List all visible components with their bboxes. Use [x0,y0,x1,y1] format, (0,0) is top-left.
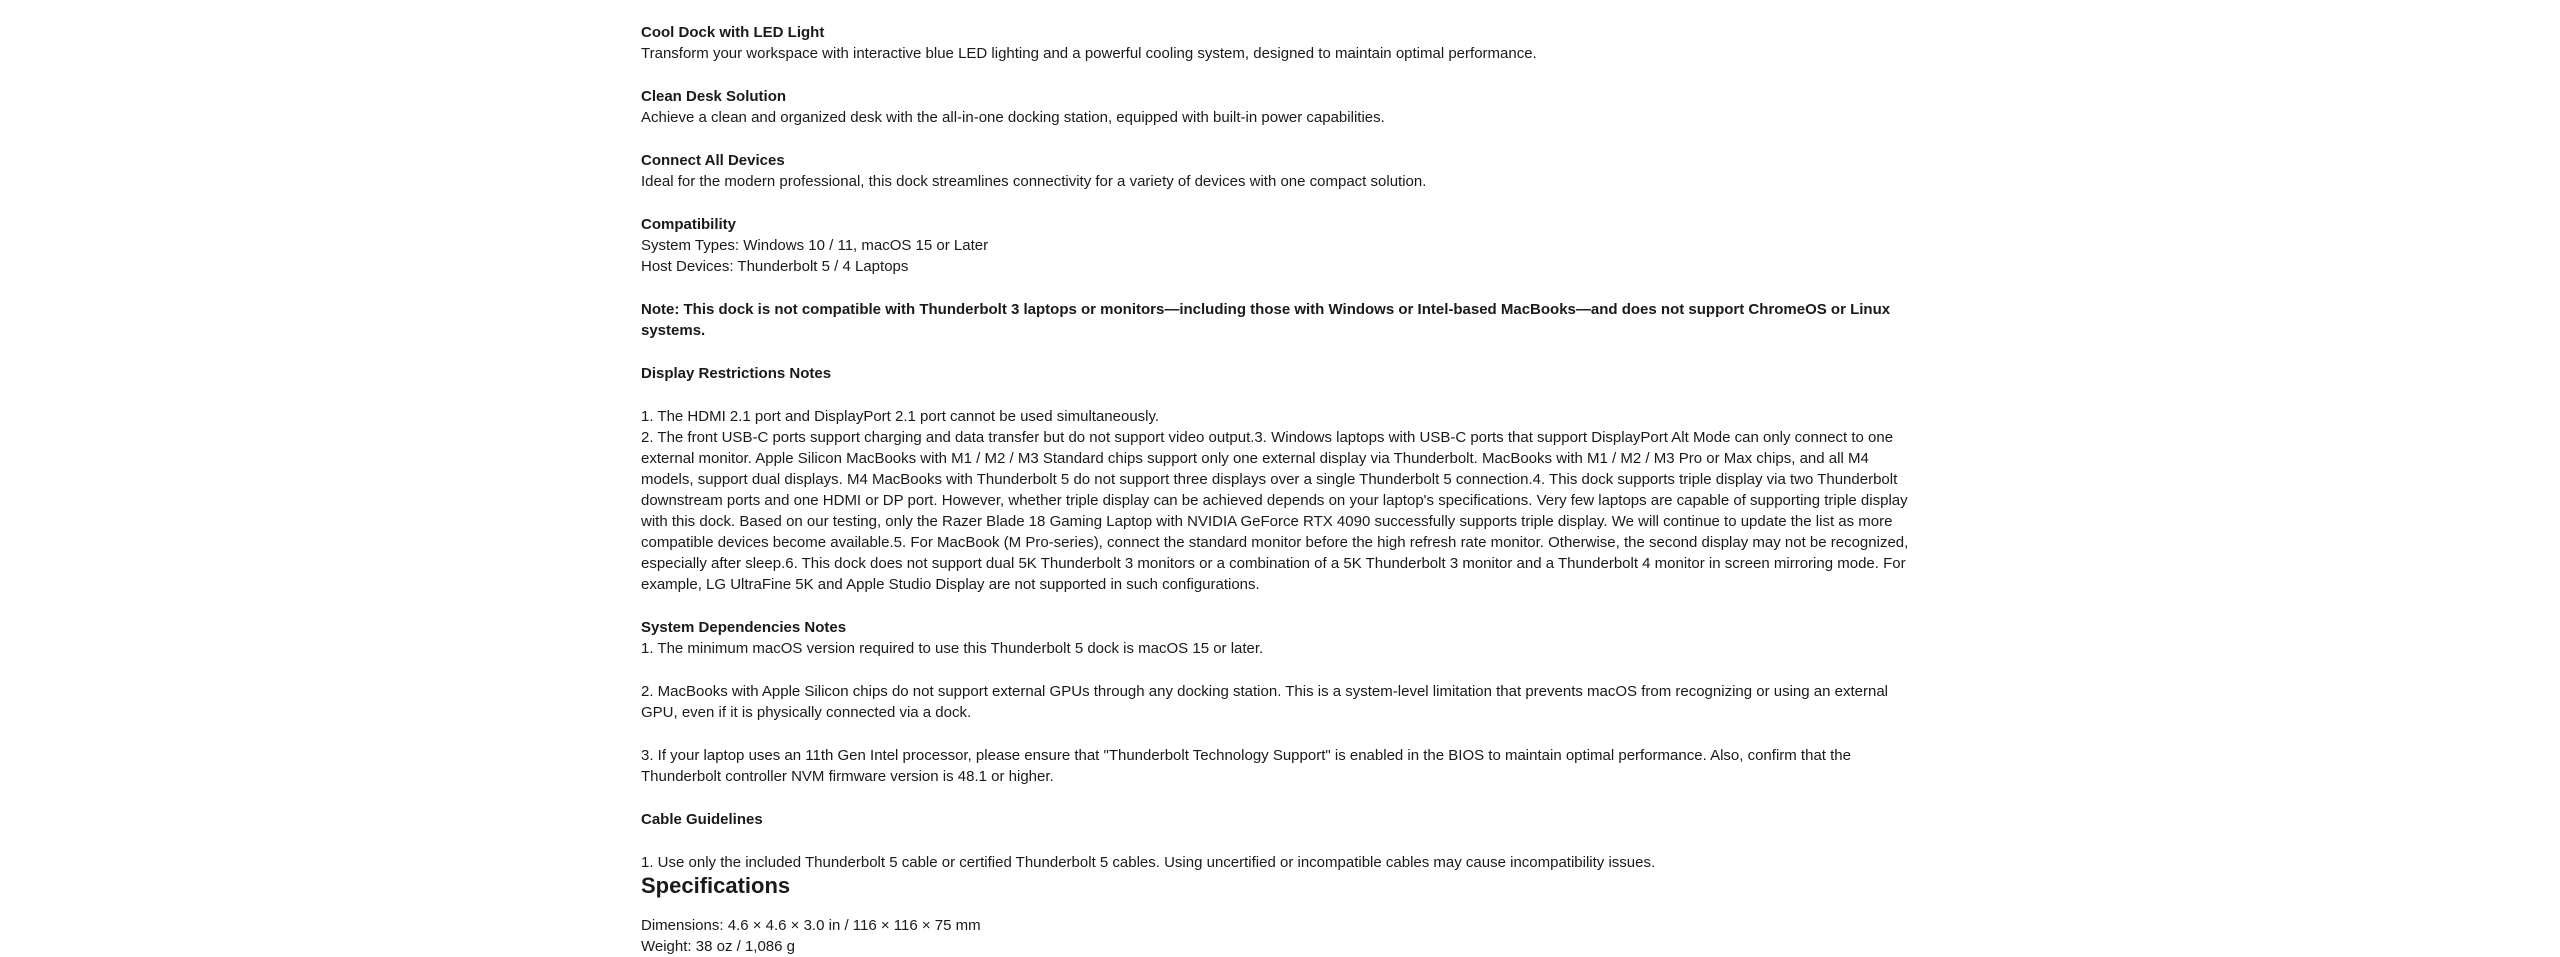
compatibility-note: Note: This dock is not compatible with Thunderbolt 3 laptops or monitors—including those with Windows or Intel-based MacBooks—and does not support ChromeOS or Linux systems. [641,301,1891,339]
display-restrictions-text: 1. The HDMI 2.1 port and DisplayPort 2.1 port cannot be used simultaneously. 2. The front USB-C ports support charging and data transfer but do not support video output.3. Windows laptops with USB-C ports that support DisplayPort Alt Mode can only connect to one external monitor. Apple Silicon MacBooks with M1 / M2 / M3 Standard chips support only one external display via Thunderbolt. MacBooks with M1 / M2 / M3 Pro or Max chips, and all M4 models, support dual displays. M4 MacBooks with Thunderbolt 5 do not support three displays over a single Thunderbolt 5 connection.4. This dock supports triple display via two Thunderbolt downstream ports and one HDMI or DP port. However, whether triple display can be achieved depends on your laptop's specifications. Very few laptops are capable of supporting triple display with this dock. Based on our testing, only the Razer Blade 18 Gaming Laptop with NVIDIA GeForce RTX 4090 successfully supports triple display. We will continue to update the list as more compatible devices become available.5. For MacBook (M Pro-series), connect the standard monitor before the high refresh rate monitor. Otherwise, the second display may not be recognized, especially after sleep.6. This dock does not support dual 5K Thunderbolt 3 monitors or a combination of a 5K Thunderbolt 3 monitor and a Thunderbolt 4 monitor in screen mirroring mode. For example, LG UltraFine 5K and Apple Studio Display are not supported in such configurations. [641,408,1909,593]
feature-title: Connect All Devices [641,152,785,169]
system-dependency-item: 3. If your laptop uses an 11th Gen Intel processor, please ensure that "Thunderbolt Technology Support" is enabled in the BIOS to maintain optimal performance. Also, confirm that the Thunderbolt controller NVM firmware version is 48.1 or higher. [641,747,1851,785]
spec-dimensions: Dimensions: 4.6 × 4.6 × 3.0 in / 116 × 116 × 75 mm [641,917,981,934]
spec-weight: Weight: 38 oz / 1,086 g [641,938,795,955]
feature-clean-desk [641,86,1923,128]
compatibility-section [641,214,1923,277]
system-dependencies-title: System Dependencies Notes [641,619,847,636]
system-types: System Types: Windows 10 / 11, macOS 15 or Later [641,237,989,254]
system-dependency-item: 1. The minimum macOS version required to use this Thunderbolt 5 dock is macOS 15 or later. [641,640,1264,657]
feature-title: Clean Desk Solution [641,88,787,105]
feature-connect-devices [641,150,1923,192]
feature-description: Achieve a clean and organized desk with the all-in-one docking station, equipped with built-in power capabilities. [641,109,1385,126]
cable-guidelines-title: Cable Guidelines [641,811,763,828]
feature-title: Cool Dock with LED Light [641,24,825,41]
system-dependency-item: 2. MacBooks with Apple Silicon chips do not support external GPUs through any docking station. This is a system-level limitation that prevents macOS from recognizing or using an external GPU, even if it is physically connected via a dock. [641,683,1888,721]
specifications-title: Specifications [641,873,791,898]
feature-cool-dock [641,22,1923,64]
feature-description: Transform your workspace with interactive blue LED lighting and a powerful cooling system, designed to maintain optimal performance. [641,45,1537,62]
cable-guideline-item: 1. Use only the included Thunderbolt 5 cable or certified Thunderbolt 5 cables. Using uncertified or incompatible cables may cause incompatibility issues. [641,854,1656,871]
display-restrictions-title: Display Restrictions Notes [641,365,832,382]
host-devices: Host Devices: Thunderbolt 5 / 4 Laptops [641,258,909,275]
product-description [641,22,1923,957]
feature-description: Ideal for the modern professional, this dock streamlines connectivity for a variety of devices with one compact solution. [641,173,1427,190]
compatibility-title: Compatibility [641,216,737,233]
